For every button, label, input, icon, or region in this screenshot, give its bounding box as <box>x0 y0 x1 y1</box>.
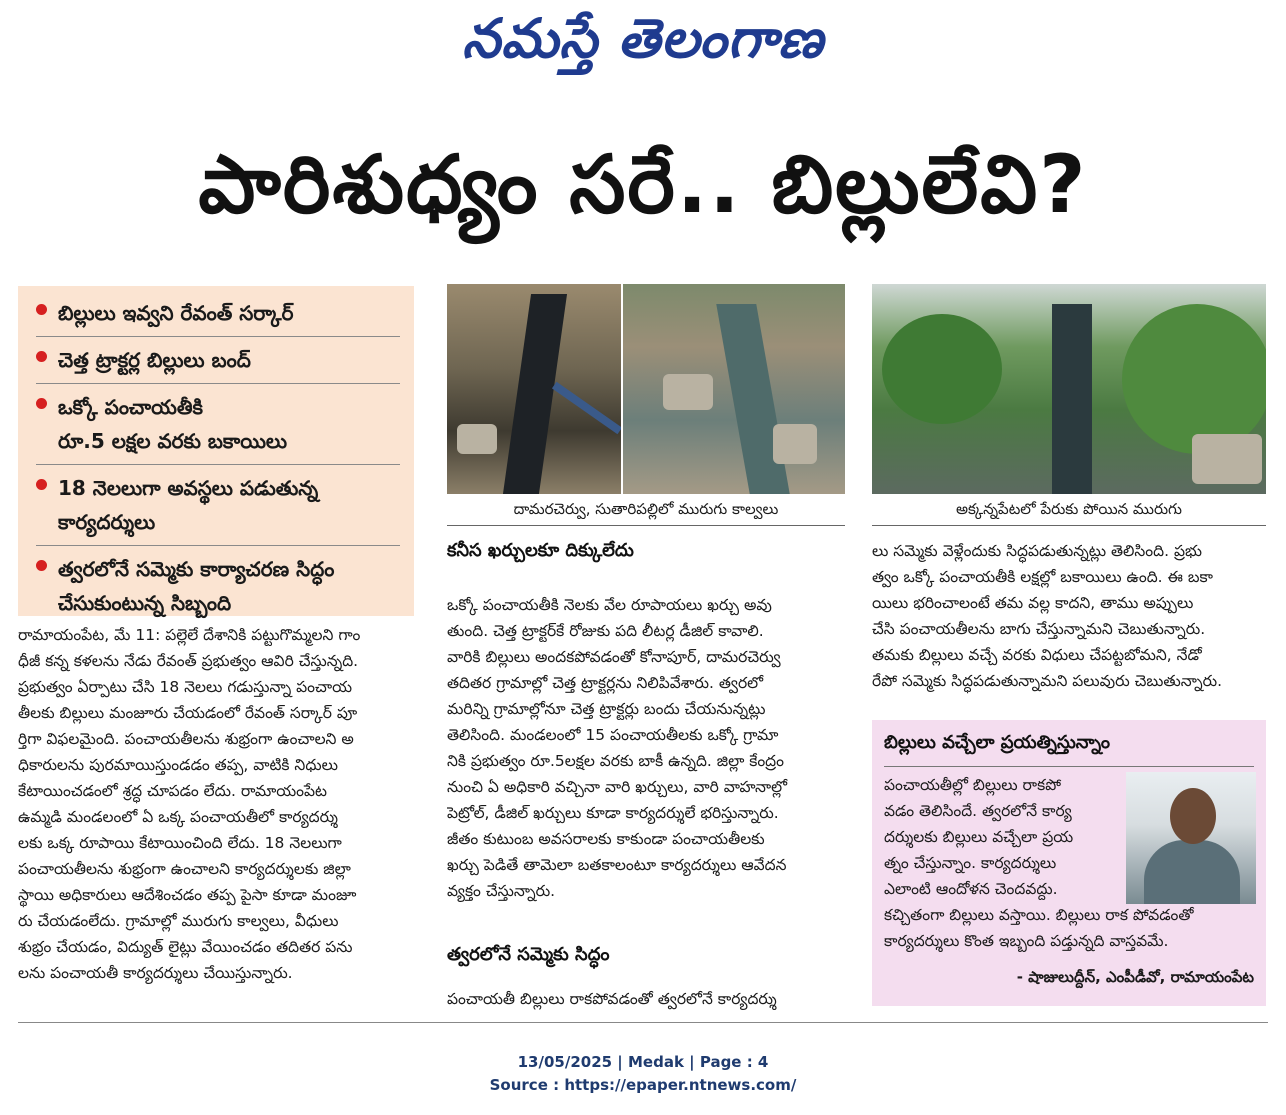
quote-title: బిల్లులు వచ్చేలా ప్రయత్నిస్తున్నాం <box>884 732 1110 753</box>
article-column-3 <box>872 538 1266 694</box>
footer-date-page: 13/05/2025 | Medak | Page : 4 <box>517 1053 769 1071</box>
highlight-text: ఒక్కో పంచాయతీకి <box>58 395 203 419</box>
article-line: తమకు బిల్లులు వచ్చే వరకు విధులు చేపట్టబోమని, నేడో <box>872 646 1202 664</box>
article-column-1 <box>18 622 416 986</box>
article-line: మరిన్ని గ్రామాల్లోనూ చెత్త ట్రాక్టర్లు బందు చేయనున్నట్లు <box>447 700 766 718</box>
article-line: రామాయంపేట, మే 11: పల్లెలే దేశానికి పట్టుగొమ్మలని గాం <box>18 626 361 644</box>
article-line: వ్యక్తం చేస్తున్నారు. <box>447 882 556 900</box>
footer-source-link[interactable]: Source : https://epaper.ntnews.com/ <box>489 1076 797 1094</box>
article-line: ధికారులను పురమాయిస్తుండడం తప్ప, వాటికి నిధులు <box>18 756 338 774</box>
article-column-2 <box>447 592 845 904</box>
quote-line: దర్శులకు బిల్లులు వచ్చేలా ప్రయ <box>884 828 1074 846</box>
highlight-text: త్వరలోనే సమ్మెకు కార్యాచరణ సిద్ధం <box>58 557 335 581</box>
article-line: నికి ప్రభుత్వం రూ.5లక్షల వరకు బాకీ ఉన్నది. జిల్లా కేంద్రం <box>447 752 784 770</box>
article-line: లు సమ్మెకు వెళ్లేందుకు సిద్ధపడుతున్నట్లు తెలిసింది. ప్రభు <box>872 542 1202 560</box>
article-line: ప్రభుత్వం ఏర్పాటు చేసి 18 నెలలు గడుస్తున్నా పంచాయ <box>18 678 353 696</box>
article-line: పెట్రోల్, డీజిల్ ఖర్చులు కూడా కార్యదర్శులే భరిస్తున్నారు. <box>447 804 779 822</box>
quote-line: పంచాయతీల్లో బిల్లులు రాకపో <box>884 776 1061 794</box>
bullet-icon <box>36 351 47 362</box>
article-line: రేపో సమ్మెకు సిద్ధపడుతున్నామని పలువురు చెబుతున్నారు. <box>872 672 1223 690</box>
subheading-expenses: కనీస ఖర్చులకూ దిక్కులేదు <box>447 540 634 561</box>
official-quote-box <box>872 720 1266 1006</box>
divider <box>447 525 845 526</box>
highlight-text: 18 నెలలుగా అవస్థలు పడుతున్న <box>58 476 319 500</box>
article-line: తెలిసింది. మండలంలో 15 పంచాయతీలకు ఒక్కో గ్రామా <box>447 726 779 744</box>
highlight-text: చేసుకుంటున్న సిబ్బంది <box>58 591 232 615</box>
quote-line: ఎలాంటి ఆందోళన చెందవద్దు. <box>884 880 1058 898</box>
page-headline: పారిశుధ్యం సరే.. బిల్లులేవి? <box>198 138 1088 231</box>
bullet-icon <box>36 304 47 315</box>
photo-caption-right: అక్కన్నపేటలో పేరుకు పోయిన మురుగు <box>956 500 1182 518</box>
drain-photo-damaracheruvu <box>447 284 621 494</box>
article-line: త్వం ఒక్కో పంచాయతీకి లక్షల్లో బకాయిలు ఉంది. ఈ బకా <box>872 568 1213 586</box>
bullet-icon <box>36 560 47 571</box>
article-line: యిలు భరించాలంటే తమ వల్ల కాదని, తాము అప్పులు <box>872 594 1194 612</box>
highlight-item <box>36 552 400 626</box>
article-line: రు చేయడంలేదు. గ్రామాల్లో మురుగు కాల్వలు, వీధులు <box>18 912 339 930</box>
article-line: పంచాయతీలను శుభ్రంగా ఉంచాలని కార్యదర్శులకు జిల్లా <box>18 860 351 878</box>
article-line: ఒక్కో పంచాయతీకి నెలకు వేల రూపాయలు ఖర్చు అవు <box>447 596 772 614</box>
article-line: ఉమ్మడి మండలంలో ఏ ఒక్క పంచాయతీలో కార్యదర్శు <box>18 808 338 826</box>
highlight-text: రూ.5 లక్షల వరకు బకాయిలు <box>58 429 288 453</box>
highlight-item <box>36 343 400 384</box>
quote-line: కచ్చితంగా బిల్లులు వస్తాయి. బిల్లులు రాక పోవడంతో <box>884 906 1194 924</box>
subheading-strike: త్వరలోనే సమ్మెకు సిద్ధం <box>447 944 610 965</box>
article-line: వారికి బిల్లులు అందకపోవడంతో కోనాపూర్, దామరచెర్వు <box>447 648 781 666</box>
highlight-text: చెత్త ట్రాక్టర్ల బిల్లులు బంద్ <box>58 348 251 372</box>
divider <box>18 1022 1268 1023</box>
article-line: ఖర్చు పెడితే తామెలా బతకాలంటూ కార్యదర్శులు ఆవేదన <box>447 856 787 874</box>
quote-signature: - షాజులుద్దీన్, ఎంపీడీవో, రామాయంపేట <box>1016 968 1254 986</box>
article-line: లకు ఒక్క రూపాయి కేటాయించింది లేదు. 18 నెలలుగా <box>18 834 342 852</box>
article-line: నుంచి ఏ అధికారి వచ్చినా వారి ఖర్చులు, వారి వాహనాల్లో <box>447 778 788 796</box>
photo-caption-left: దామరచెర్వు, సుతారిపల్లిలో మురుగు కాల్వలు <box>513 500 779 518</box>
bullet-icon <box>36 398 47 409</box>
article-line: తదితర గ్రామాల్లో చెత్త ట్రాక్టర్లను నిలిపివేశారు. త్వరలో <box>447 674 764 692</box>
highlight-item <box>36 296 400 337</box>
highlight-text: బిల్లులు ఇవ్వని రేవంత్ సర్కార్ <box>58 301 294 325</box>
drain-photo-sutaripalli <box>623 284 845 494</box>
article-line: తుంది. చెత్త ట్రాక్టర్‌కే రోజుకు పది లీటర్ల డీజిల్ కావాలి. <box>447 622 764 640</box>
article-line: స్థాయి అధికారులు ఆదేశించడం తప్ప పైసా కూడా మంజూ <box>18 886 357 904</box>
highlights-box <box>18 286 414 616</box>
article-column-2b <box>447 986 845 1012</box>
quote-line: కార్యదర్శులు కొంత ఇబ్బంది పడ్తున్నది వాస్తవమే. <box>884 932 1169 950</box>
masthead-logo: నమస్తే తెలంగాణ <box>462 6 824 70</box>
article-line: పంచాయతీ బిల్లులు రాకపోవడంతో త్వరలోనే కార్యదర్శు <box>447 990 777 1008</box>
article-line: జీతం కుటుంబ అవసరాలకు కాకుండా పంచాయతీలకు <box>447 830 765 848</box>
quote-line: వడం తెలిసిందే. త్వరలోనే కార్య <box>884 802 1072 820</box>
highlight-item <box>36 471 400 546</box>
divider <box>872 525 1266 526</box>
article-line: కేటాయించడంలో శ్రద్ధ చూపడం లేదు. రామాయంపేట <box>18 782 328 800</box>
article-line: చేసి పంచాయతీలను బాగు చేస్తున్నామని చెబుతున్నారు. <box>872 620 1206 638</box>
quote-body <box>884 772 1254 954</box>
bullet-icon <box>36 479 47 490</box>
article-line: తీలకు బిల్లులు మంజూరు చేయడంలో రేవంత్ సర్కార్ పూ <box>18 704 358 722</box>
drain-photo-akkannapet <box>872 284 1266 494</box>
article-line: శుభ్రం చేయడం, విద్యుత్ లైట్లు వేయించడం తదితర పను <box>18 938 353 956</box>
article-line: లను పంచాయతీ కార్యదర్శులు చేయిస్తున్నారు. <box>18 964 293 982</box>
article-line: ధీజీ కన్న కళలను నేడు రేవంత్ ప్రభుత్వం ఆవిరి చేస్తున్నది. <box>18 652 359 670</box>
article-line: ర్తిగా విఫలమైంది. పంచాయతీలను శుభ్రంగా ఉంచాలని అ <box>18 730 354 748</box>
highlight-text: కార్యదర్శులు <box>58 510 156 534</box>
divider <box>884 766 1254 767</box>
highlight-item <box>36 390 400 465</box>
quote-line: త్నం చేస్తున్నాం. కార్యదర్శులు <box>884 854 1057 872</box>
